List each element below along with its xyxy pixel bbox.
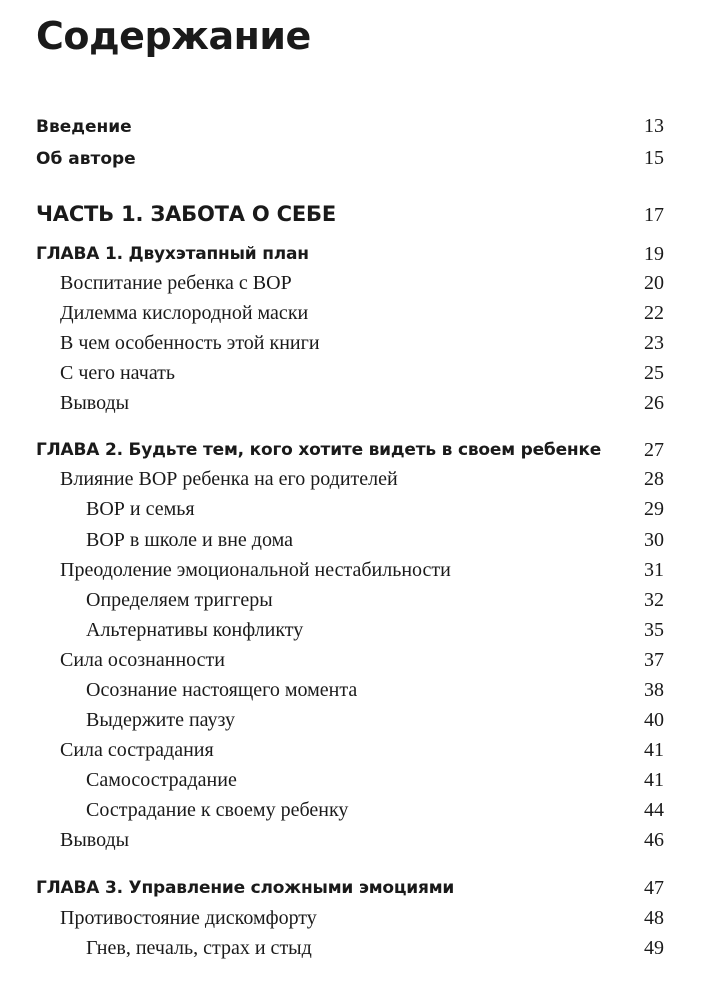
toc-entry-label: Противостояние дискомфорту (60, 907, 317, 929)
toc-entry-section[interactable] (0, 330, 718, 360)
toc-entry-label: Выводы (60, 392, 130, 414)
toc-entry-subsection[interactable] (0, 496, 718, 526)
toc-entry-subsection[interactable] (0, 797, 718, 827)
toc-entry-subsection[interactable] (0, 935, 718, 965)
toc-entry-label: Сила сострадания (60, 739, 214, 761)
toc-entry-chapter[interactable] (0, 874, 718, 904)
toc-entry-subsection[interactable] (0, 587, 718, 617)
toc-entry-label: ГЛАВА 2. Будьте тем, кого хотите видеть в своем ребенке (36, 440, 602, 460)
toc-entry-page: 38 (644, 679, 664, 701)
toc-entry-page: 19 (644, 243, 664, 265)
toc-entry-page: 37 (644, 649, 664, 671)
toc-entry-label: Альтернативы конфликту (86, 619, 304, 641)
toc-entry-label: Определяем триггеры (86, 589, 273, 611)
toc-entry-label: ЧАСТЬ 1. ЗАБОТА О СЕБЕ (36, 202, 336, 226)
toc-entry-page: 32 (644, 589, 664, 611)
toc-entry-label: Гнев, печаль, страх и стыд (86, 937, 312, 959)
toc-entry-section[interactable] (0, 557, 718, 587)
toc-entry-label: В чем особенность этой книги (60, 332, 320, 354)
toc-entry-page: 20 (644, 272, 664, 294)
toc-entry-label: С чего начать (60, 362, 176, 384)
toc-entry-page: 41 (644, 739, 664, 761)
toc-entry-label: ГЛАВА 3. Управление сложными эмоциями (36, 878, 455, 898)
toc-entry-page: 30 (644, 529, 664, 551)
toc-entry-label: Сострадание к своему ребенку (86, 799, 349, 821)
toc-entry-subsection[interactable] (0, 767, 718, 797)
toc-entry-page: 23 (644, 332, 664, 354)
toc-entry-label: Выводы (60, 829, 130, 851)
toc-entry-page: 17 (644, 204, 664, 226)
toc-entry-label: Влияние ВОР ребенка на его родителей (60, 468, 398, 490)
toc-entry-page: 35 (644, 619, 664, 641)
toc-entry-label: Выдержите паузу (86, 709, 236, 731)
toc-entry-section[interactable] (0, 300, 718, 330)
toc-entry-page: 27 (644, 439, 664, 461)
toc-entry-page: 13 (644, 115, 664, 137)
toc-entry-introduction[interactable] (0, 114, 718, 144)
toc-entry-page: 22 (644, 302, 664, 324)
toc-entry-subsection[interactable] (0, 527, 718, 557)
toc-entry-label: Введение (36, 117, 132, 137)
toc-entry-chapter[interactable] (0, 436, 718, 466)
toc-entry-chapter[interactable] (0, 240, 718, 270)
toc-entry-label: Об авторе (36, 149, 136, 169)
toc-entry-label: Дилемма кислородной маски (60, 302, 309, 324)
toc-entry-page: 49 (644, 937, 664, 959)
toc-entry-section[interactable] (0, 737, 718, 767)
toc-entry-page: 48 (644, 907, 664, 929)
toc-entry-label: ГЛАВА 1. Двухэтапный план (36, 244, 309, 264)
toc-entry-label: Сила осознанности (60, 649, 225, 671)
toc-entry-section[interactable] (0, 905, 718, 935)
toc-entry-page: 41 (644, 769, 664, 791)
toc-entry-page: 31 (644, 559, 664, 581)
toc-entry-page: 28 (644, 468, 664, 490)
toc-entry-label: Осознание настоящего момента (86, 679, 358, 701)
toc-entry-label: Воспитание ребенка с ВОР (60, 272, 292, 294)
toc-entry-page: 25 (644, 362, 664, 384)
toc-entry-page: 46 (644, 829, 664, 851)
toc-entry-subsection[interactable] (0, 707, 718, 737)
toc-entry-part[interactable] (0, 200, 718, 230)
toc-entry-subsection[interactable] (0, 677, 718, 707)
toc-entry-page: 26 (644, 392, 664, 414)
toc-entry-page: 29 (644, 498, 664, 520)
toc-entry-section[interactable] (0, 647, 718, 677)
toc-entry-label: Преодоление эмоциональной нестабильности (60, 559, 451, 581)
toc-entry-page: 47 (644, 877, 664, 899)
toc-entry-label: ВОР и семья (86, 498, 195, 520)
toc-entry-subsection[interactable] (0, 617, 718, 647)
toc-entry-section[interactable] (0, 827, 718, 857)
toc-entry-label: ВОР в школе и вне дома (86, 529, 293, 551)
toc-entry-section[interactable] (0, 270, 718, 300)
page-title: Содержание (36, 14, 311, 58)
toc-entry-page: 15 (644, 147, 664, 169)
toc-entry-about-author[interactable] (0, 146, 718, 176)
toc-entry-section[interactable] (0, 390, 718, 420)
toc-entry-label: Самосострадание (86, 769, 237, 791)
toc-entry-section[interactable] (0, 360, 718, 390)
toc-entry-page: 44 (644, 799, 664, 821)
toc-entry-section[interactable] (0, 466, 718, 496)
toc-entry-page: 40 (644, 709, 664, 731)
